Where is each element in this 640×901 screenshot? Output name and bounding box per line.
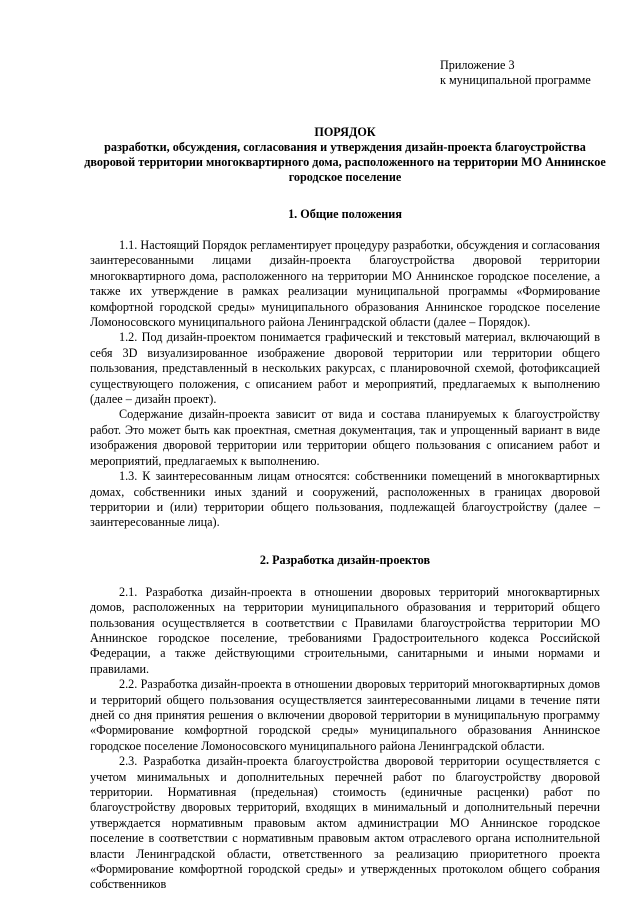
appendix-line-2: к муниципальной программе bbox=[440, 73, 591, 87]
document-title bbox=[84, 125, 606, 185]
section-2-paragraph-3: 2.3. Разработка дизайн-проекта благоустройства дворовой территории осуществляется с учетом минимальных и дополнительных перечней работ по благоустройству дворовой территории. Нормативная (предельная) стоимость (единичные расценки) работ по благоустройству дворовых территорий, входящих в минимальный и дополнительный перечни утверждается нормативным правовым актом администрации МО Аннинское городское поселение в соответствии с нормативным правовым актом отраслевого органа исполнительной власти Ленинградской области, ответственного за реализацию приоритетного проекта «Формирование комфортной городской среды» и утвержденных протоколом общего собрания собственников bbox=[90, 754, 600, 892]
title-main: ПОРЯДОК bbox=[314, 125, 376, 139]
section-1-paragraph-2: 1.2. Под дизайн-проектом понимается графический и текстовый материал, включающий в себя 3D визуализированное изображение дворовой территории или территории общего пользования, представленный в нескольких ракурсах, с планировочной схемой, фотофиксацией существующего положения, с описанием работ и мероприятий, предлагаемых к выполнению (далее – дизайн проект). bbox=[90, 330, 600, 407]
section-2-paragraph-1: 2.1. Разработка дизайн-проекта в отношении дворовых территорий многоквартирных домов, расположенных на территории муниципального образования и территорий общего пользования осуществляется в соответствии с Правилами благоустройства территории МО Аннинское городское поселение, требованиями Градостроительного кодекса Российской Федерации, а также действующими строительными, санитарными и иными нормами и правилами. bbox=[90, 584, 600, 676]
section-1-paragraph-3: Содержание дизайн-проекта зависит от вида и состава планируемых к благоустройству работ. Это может быть как проектная, сметная документация, так и упрощенный вариант в виде изображения дворовой территории или территории общего пользования с описанием работ и мероприятий, предлагаемых к выполнению. bbox=[90, 407, 600, 468]
appendix-note bbox=[440, 58, 600, 88]
section-1-heading: 1. Общие положения bbox=[288, 207, 402, 221]
section-2-heading: 2. Разработка дизайн-проектов bbox=[259, 552, 431, 567]
title-subtitle: разработки, обсуждения, согласования и утверждения дизайн-проекта благоустройства дворовой территории многоквартирного дома, расположенного на территории МО Аннинское городское поселение bbox=[84, 140, 606, 184]
section-1-paragraph-1: 1.1. Настоящий Порядок регламентирует процедуру разработки, обсуждения и согласования заинтересованными лицами дизайн-проекта благоустройства дворовой территории многоквартирного дома, расположенного на территории МО Аннинское городское поселение, а также их утверждение в рамках реализации муниципальной программы «Формирование комфортной городской среды» муниципального образования Аннинское городское поселение Ломоносовского муниципального района Ленинградской области (далее – Порядок). bbox=[90, 238, 600, 330]
section-2-paragraph-2: 2.2. Разработка дизайн-проекта в отношении дворовых территорий многоквартирных домов и территорий общего пользования осуществляется заинтересованными лицами в течение пяти дней со дня принятия решения о включении дворовой территории в муниципальную программу «Формирование комфортной городской среды» муниципального образования Аннинское городское поселение Ломоносовского муниципального района Ленинградской области. bbox=[90, 677, 600, 753]
appendix-line-1: Приложение 3 bbox=[440, 58, 515, 72]
section-1-paragraph-4: 1.3. К заинтересованным лицам относятся: собственники помещений в многоквартирных домах, собственники иных зданий и сооружений, расположенных в границах дворовой территории и (или) территории общего пользования, подлежащей благоустройству (далее – заинтересованные лица). bbox=[90, 469, 600, 530]
